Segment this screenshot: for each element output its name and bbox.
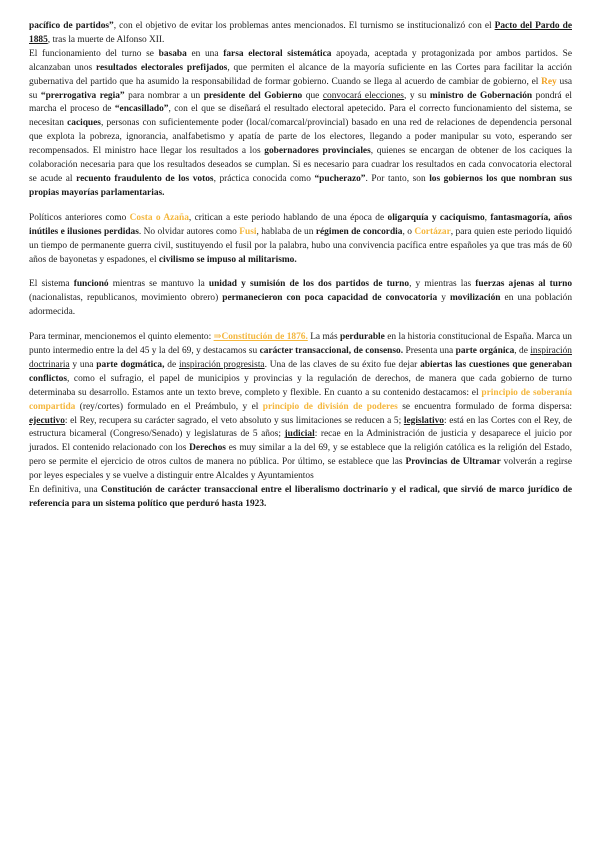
paragraph-funcionamiento-turno: El funcionamiento del turno se basaba en una farsa electoral sistemática apoyada, aceptada y protagonizada por ambos partidos. Se alcanzaban unos resultados electorales prefijados, que permiten el alcance de la mayoría suficiente en las Cortes para facilitar la acción gubernativa del partido que ha asumido la responsabilidad de formar gobierno. Cuando se llega al acuerdo de cambiar de gobierno, el Rey usa su “prerrogativa regia” para nombrar a un presidente del Gobierno que convocará elecciones, y su ministro de Gobernación pondrá el marcha el proceso de “encasillado”, con el que se diseñará el resultado electoral apetecido. Para el correcto funcionamiento del sistema, se necesitan caciques, personas con suficientemente poder (local/comarcal/provincial) basado en una red de relaciones de dependencia personal que explota la pobreza, ignorancia, analfabetismo y apatía de parte de los electores, llegando a poder manipular su voto, esperando ser recompensados. El ministro hace llegar los resultados a los gobernadores provinciales, quienes se encargan de obtener de los caciques la colaboración necesaria para que los resultados deseados se cumplan. Si es necesario para cuadrar los resultados en cada convocatoria electoral se acude al recuento fraudulento de los votos, práctica conocida como “pucherazo”. Por tanto, son los gobiernos los que nombran sus propias mayorías parlamentarias. bbox=[29, 48, 573, 198]
paragraph-spacer bbox=[29, 267, 572, 278]
paragraph-conclusion: En definitiva, una Constitución de carácter transaccional entre el liberalismo doctrinario y el radical, que sirvió de marco jurídico de referencia para un sistema político que perduró hasta 1923. bbox=[29, 485, 572, 509]
paragraph-spacer bbox=[29, 201, 572, 212]
paragraph-sistema-funciono: El sistema funcionó mientras se mantuvo la unidad y sumisión de los dos partidos de turno, y mientras las fuerzas ajenas al turno (nacionalistas, republicanos, movimiento obrero) permanecieron con poca capacidad de convocatoria y movilización en una población adormecida. bbox=[29, 279, 573, 318]
paragraph-criticas-politicos: Políticos anteriores como Costa o Azaña, critican a este periodo hablando de una época de oligarquía y caciquismo, fantasmagoría, años inútiles e ilusiones perdidas. No olvidar autores como Fusi, hablaba de un régimen de concordia, o Cortázar, para quien este periodo liquidó un tiempo de permanente guerra civil, sustituyendo el fusil por la palabra, hubo una convivencia pacífica entre españoles ya que tras más de 60 años de bayonetas y espadones, el civilismo se impuso al militarismo. bbox=[29, 212, 573, 265]
paragraph-turnismo-intro: pacífico de partidos”, con el objetivo de evitar los problemas antes mencionados. El turnismo se institucionalizó con el Pacto del Pardo de 1885, tras la muerte de Alfonso XII. bbox=[29, 21, 572, 45]
paragraph-constitucion-1876: Para terminar, mencionemos el quinto elemento: ⇒Constitución de 1876. La más perdurable en la historia constitucional de España. Marca un punto intermedio entre la del 45 y la del 69, y destacamos su carácter transaccional, de consenso. Presenta una parte orgánica, de inspiración doctrinaria y una parte dogmática, de inspiración progresista. Una de las claves de su éxito fue dejar abiertas las cuestiones que generaban conflictos, como el sufragio, el papel de municipios y provincias y la regulación de derechos, de manera que cada gobierno de turno determinaba su desarrollo. Estamos ante un texto breve, completo y flexible. En cuanto a su contenido destacamos: el principio de soberanía compartida (rey/cortes) formulado en el Preámbulo, y el principio de división de poderes se encuentra formulado de forma dispersa: ejecutivo: el Rey, recupera su carácter sagrado, el veto absoluto y sus limitaciones se reducen a 5; legislativo: está en las Cortes con el Rey, de estructura bicameral (Congreso/Senado) y legislaturas de 5 años; judicial: recae en la Administración de justicia y desaparece el juicio por jurados. El contenido relacionado con los Derechos es muy similar a la del 69, y se establece que la religión católica es la religión del Estado, pero se permite el ejercicio de otros cultos de manera no pública. Por último, se establece que las Provincias de Ultramar volverán a regirse por leyes especiales y se vuelve a distinguir entre Alcaldes y Ayuntamientos bbox=[29, 332, 573, 482]
paragraph-spacer bbox=[29, 320, 572, 331]
